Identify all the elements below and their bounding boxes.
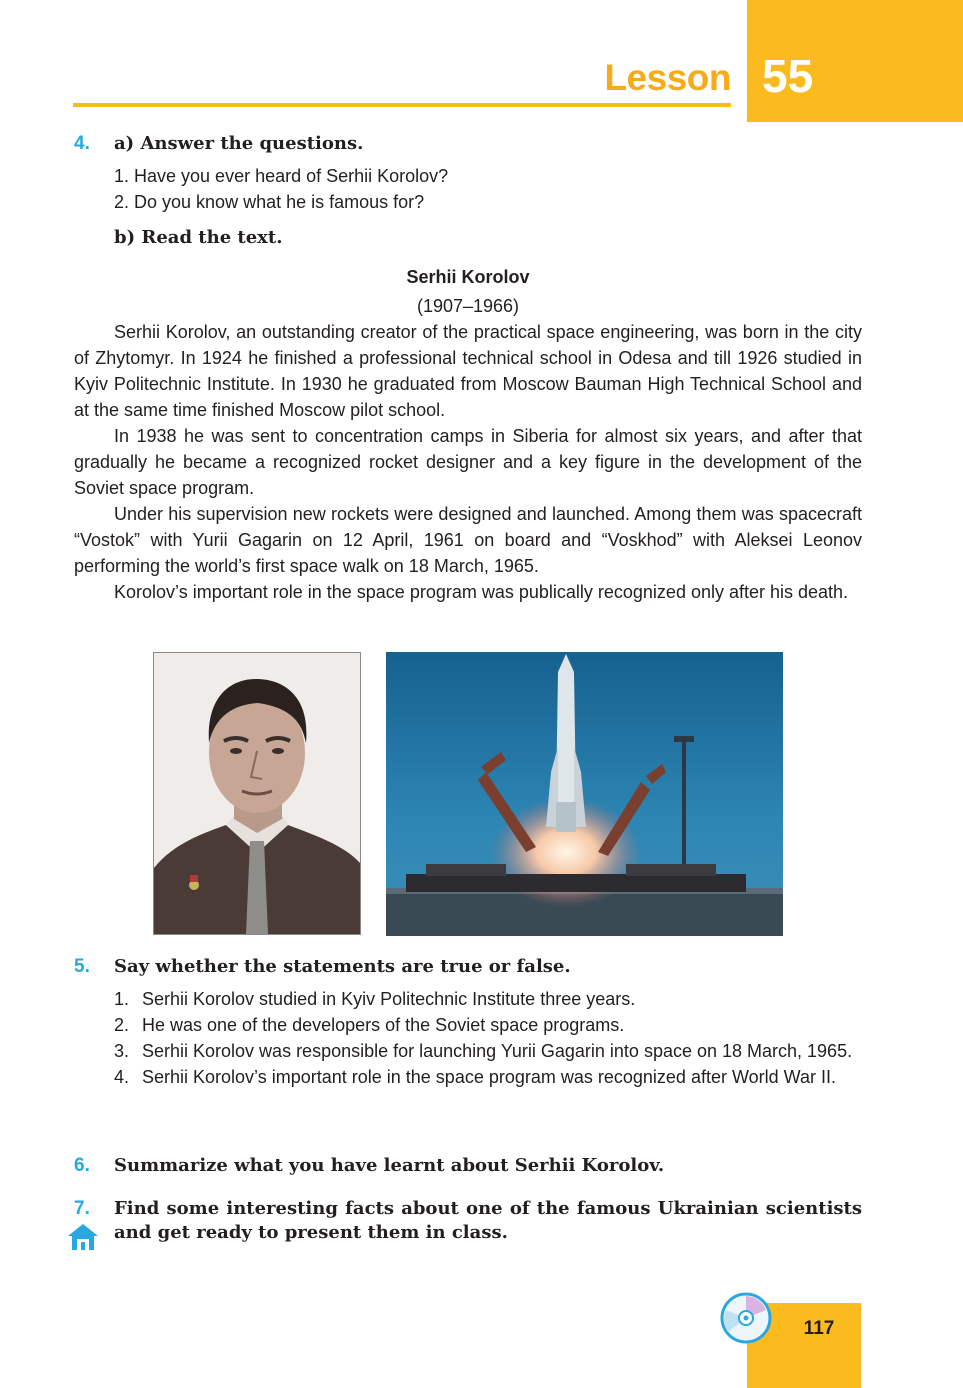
page-number: 117 [803,1318,835,1339]
statement-text: He was one of the developers of the Soviet space programs. [142,1015,625,1035]
statement-text: Serhii Korolov’s important role in the space program was recognized after World War II. [142,1067,836,1087]
text-title: Serhii Korolov [406,267,530,287]
task-5-number: 5. [74,956,90,977]
task-7-number: 7. [74,1198,90,1219]
paragraph-4: Korolov’s important role in the space program was publically recognized only after his death. [114,582,849,602]
korolov-portrait-photo [153,652,361,935]
paragraph-3: Under his supervision new rockets were designed and launched. Among them was spacecraft “Vostok” with Yurii Gagarin on 12 April, 1961 on board and “Voskhod” with Aleksei Leonov performing the world’s first space walk on 18 March, 1965. [74,504,862,576]
statement-number: 3. [114,1041,130,1061]
list-item [114,986,862,1012]
reading-text [74,319,862,605]
rocket-launch-photo [386,652,783,936]
task-6-heading: Summarize what you have learnt about Serhii Korolov. [114,1155,665,1176]
list-item [114,1038,862,1064]
list-item [114,1064,862,1090]
list-item [114,1012,862,1038]
task-6-number: 6. [74,1155,90,1176]
paragraph-1: Serhii Korolov, an outstanding creator of the practical space engineering, was born in the city of Zhytomyr. In 1924 he finished a professional technical school in Odesa and till 1926 studied in Kyiv Politechnic Institute. In 1930 he graduated from Moscow Bauman High Technical School and at the same time finished Moscow pilot school. [74,322,862,420]
task-7-heading: Find some interesting facts about one of the famous Ukrainian scientists and get ready to present them in class. [114,1198,862,1243]
task-5-heading: Say whether the statements are true or false. [114,956,571,977]
home-icon [66,1222,100,1252]
lesson-label: Lesson [604,57,731,98]
question-2: 2. Do you know what he is famous for? [114,192,425,212]
header-rule [73,103,731,107]
cd-icon [720,1292,772,1344]
statement-number: 4. [114,1067,130,1087]
statement-text: Serhii Korolov was responsible for launching Yurii Gagarin into space on 18 March, 1965. [142,1041,853,1061]
text-years: (1907–1966) [416,296,520,316]
question-1: 1. Have you ever heard of Serhii Korolov? [114,166,449,186]
task-4a-heading: a) Answer the questions. [114,133,364,154]
statement-number: 2. [114,1015,130,1035]
statement-number: 1. [114,989,130,1009]
statement-text: Serhii Korolov studied in Kyiv Politechnic Institute three years. [142,989,636,1009]
task-4b-heading: b) Read the text. [114,227,283,248]
lesson-number: 55 [762,50,814,102]
statements-list [114,986,862,1090]
task-4-number: 4. [74,133,90,154]
paragraph-2: In 1938 he was sent to concentration camps in Siberia for almost six years, and after that gradually he became a recognized rocket designer and a key figure in the development of the Soviet space program. [74,426,862,498]
